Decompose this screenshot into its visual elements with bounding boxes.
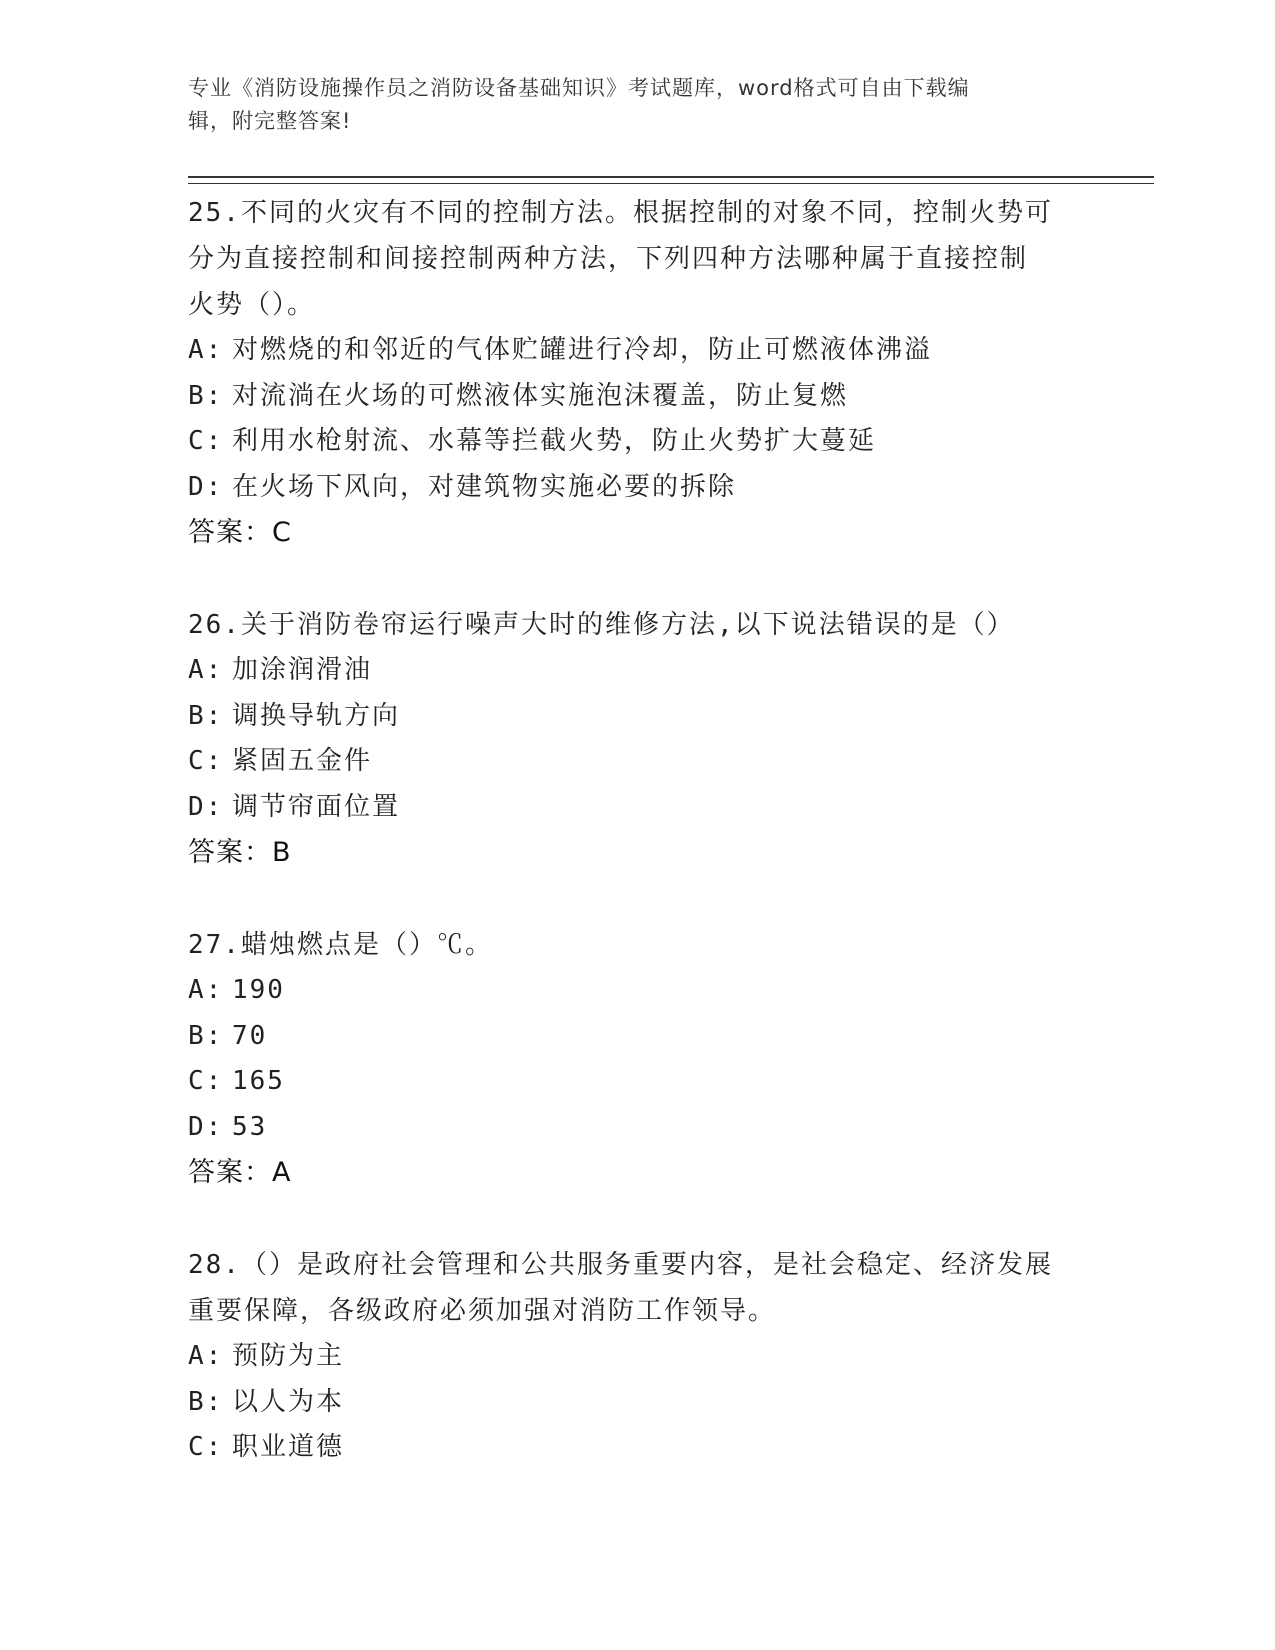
answer-text: 答案：B	[188, 837, 292, 868]
option-c	[188, 419, 1088, 465]
header-divider-thick	[188, 176, 1154, 178]
option-d	[188, 785, 1088, 831]
answer-text: 答案：C	[188, 517, 292, 548]
option-text: 紧固五金件	[232, 746, 373, 776]
option-a	[188, 328, 1088, 374]
option-text: 预防为主	[232, 1341, 345, 1371]
document-header	[188, 72, 1068, 138]
question-26	[188, 602, 1088, 876]
option-label: B:	[188, 1386, 224, 1417]
option-text: 53	[232, 1111, 268, 1142]
option-c	[188, 1059, 1088, 1105]
option-text: 调节帘面位置	[232, 791, 401, 822]
option-label: A:	[188, 335, 224, 365]
option-label: D:	[188, 791, 224, 822]
question-text-line: 火势（）。	[188, 290, 316, 320]
option-c	[188, 1425, 1088, 1471]
option-text: 对燃烧的和邻近的气体贮罐进行冷却，防止可燃液体沸溢	[232, 335, 933, 365]
option-text: 165	[232, 1066, 285, 1096]
option-label: B:	[188, 700, 224, 731]
header-line-2: 辑，附完整答案!	[188, 109, 352, 133]
question-28	[188, 1242, 1088, 1471]
option-label: D:	[188, 471, 224, 502]
option-label: D:	[188, 1111, 224, 1142]
option-label: A:	[188, 975, 224, 1005]
option-a	[188, 1334, 1088, 1380]
option-c	[188, 739, 1088, 785]
option-text: 以人为本	[232, 1386, 345, 1417]
option-text: 职业道德	[232, 1432, 345, 1462]
question-text-line: 26.关于消防卷帘运行噪声大时的维修方法,以下说法错误的是（）	[188, 610, 1015, 640]
option-a	[188, 648, 1088, 694]
option-text: 对流淌在火场的可燃液体实施泡沫覆盖，防止复燃	[232, 380, 849, 411]
option-d	[188, 1105, 1088, 1151]
option-d	[188, 465, 1088, 511]
option-label: C:	[188, 426, 224, 456]
question-text-line: 重要保障，各级政府必须加强对消防工作领导。	[188, 1296, 777, 1326]
question-text-line: 25.不同的火灾有不同的控制方法。根据控制的对象不同，控制火势可	[188, 198, 1053, 228]
option-text: 在火场下风向，对建筑物实施必要的拆除	[232, 471, 737, 502]
option-text: 利用水枪射流、水幕等拦截火势，防止火势扩大蔓延	[232, 426, 877, 456]
option-label: A:	[188, 1341, 224, 1371]
question-text-line: 27.蜡烛燃点是（）℃。	[188, 930, 493, 960]
option-text: 加涂润滑油	[232, 655, 373, 685]
option-label: C:	[188, 1432, 224, 1462]
option-label: C:	[188, 746, 224, 776]
option-b	[188, 694, 1088, 740]
option-text: 调换导轨方向	[232, 700, 401, 731]
option-label: C:	[188, 1066, 224, 1096]
option-a	[188, 968, 1088, 1014]
option-text: 190	[232, 975, 285, 1005]
option-b	[188, 1380, 1088, 1426]
question-list	[188, 190, 1088, 1517]
question-text-line: 分为直接控制和间接控制两种方法，下列四种方法哪种属于直接控制	[188, 244, 1029, 274]
option-label: B:	[188, 380, 224, 411]
header-line-1: 专业《消防设施操作员之消防设备基础知识》考试题库，word格式可自由下载编	[188, 76, 970, 100]
option-label: A:	[188, 655, 224, 685]
question-27	[188, 922, 1088, 1196]
answer-text: 答案：A	[188, 1157, 292, 1188]
question-25	[188, 190, 1088, 556]
option-b	[188, 1014, 1088, 1060]
option-label: B:	[188, 1020, 224, 1051]
option-b	[188, 374, 1088, 420]
question-text-line: 28.（）是政府社会管理和公共服务重要内容，是社会稳定、经济发展	[188, 1250, 1053, 1280]
header-divider-thin	[188, 183, 1154, 184]
option-text: 70	[232, 1020, 268, 1051]
